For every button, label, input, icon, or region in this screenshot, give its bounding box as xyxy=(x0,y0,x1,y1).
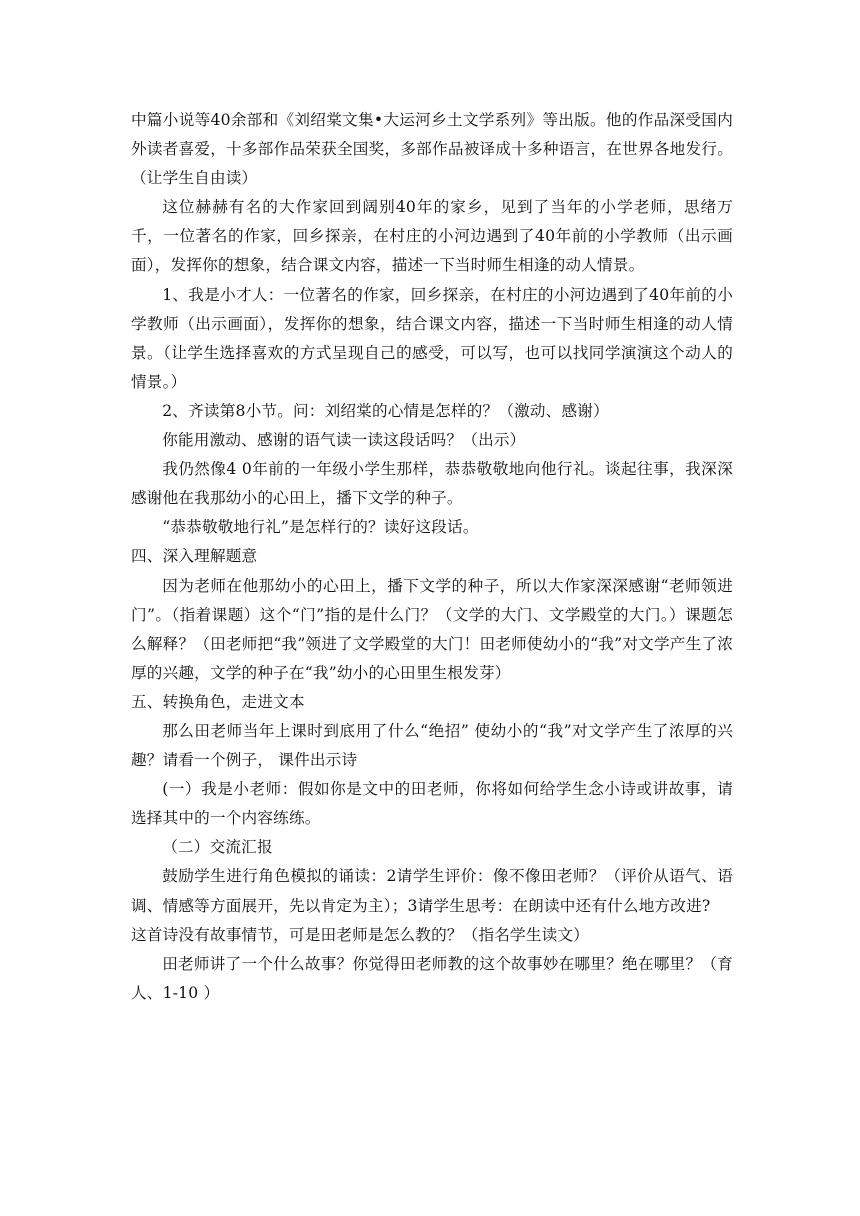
paragraph-teaching-trick: 那么田老师当年上课时到底用了什么“绝招” 使幼小的“我”对文学产生了浓厚的兴趣？请看一个例子， 课件出示诗 xyxy=(131,721,733,770)
paragraph-bow-question: “恭恭敬敬地行礼”是怎样行的？读好这段话。 xyxy=(162,518,479,537)
document-body xyxy=(131,106,733,1008)
paragraph-story-question: 田老师讲了一个什么故事？你觉得田老师教的这个故事妙在哪里？绝在哪里？（育人、1-10 ） xyxy=(131,954,733,1002)
paragraph-author-works: 中篇小说等40余部和《刘绍棠文集•大运河乡土文学系列》等出版。他的作品深受国内外读者喜爱，十多部作品荣获全国奖，多部作品被译成十多种语言，在世界各地发行。（让学生自由读） xyxy=(131,111,733,188)
section-heading-4: 四、深入理解题意 xyxy=(131,547,258,566)
paragraph-little-teacher: (一）我是小老师：假如你是文中的田老师，你将如何给学生念小诗或讲故事，请选择其中的一个内容练练。 xyxy=(131,780,733,828)
paragraph-quoted-passage: 我仍然像4 0年前的一年级小学生那样，恭恭敬敬地向他行礼。谈起往事，我深深感谢他在我那幼小的心田上，播下文学的种子。 xyxy=(131,460,733,508)
paragraph-author-returns-home: 这位赫赫有名的大作家回到阔别40年的家乡，见到了当年的小学老师，思绪万千，一位著名的作家，回乡探亲，在村庄的小河边遇到了40年前的小学教师（出示画面），发挥你的想象，结合课文内容，描述一下当时师生相逢的动人情景。 xyxy=(131,198,733,275)
paragraph-activity-2: 2、齐读第8小节。问：刘绍棠的心情是怎样的？（激动、感谢） xyxy=(162,401,609,420)
paragraph-title-meaning: 因为老师在他那幼小的心田上，播下文学的种子，所以大作家深深感谢“老师领进门”。（指着课题）这个“门”指的是什么门？（文学的大门、文学殿堂的大门。）课题怎么解释？（田老师把“我”领进了文学殿堂的大门！田老师使幼小的“我”对文学产生了浓厚的兴趣，文学的种子在“我”幼小的心田里生根发芽） xyxy=(131,576,733,682)
paragraph-activity-1: 1、我是小才人：一位著名的作家，回乡探亲，在村庄的小河边遇到了40年前的小学教师（出示画面），发挥你的想象，结合课文内容，描述一下当时师生相逢的动人情景。（让学生选择喜欢的方式呈现自己的感受，可以写，也可以找同学演演这个动人的情景。） xyxy=(131,285,733,391)
paragraph-role-reading: 鼓励学生进行角色模拟的诵读：2请学生评价：像不像田老师？（评价从语气、语调、情感等方面展开，先以肯定为主）；3请学生思考：在朗读中还有什么地方改进? xyxy=(131,867,733,915)
section-heading-5: 五、转换角色，走进文本 xyxy=(131,692,305,711)
paragraph-poem-question: 这首诗没有故事情节，可是田老师是怎么教的？（指名学生读文） xyxy=(131,925,590,944)
paragraph-reading-prompt: 你能用激动、感谢的语气读一读这段话吗？（出示） xyxy=(162,431,526,450)
paragraph-exchange-report: （二）交流汇报 xyxy=(162,838,273,857)
